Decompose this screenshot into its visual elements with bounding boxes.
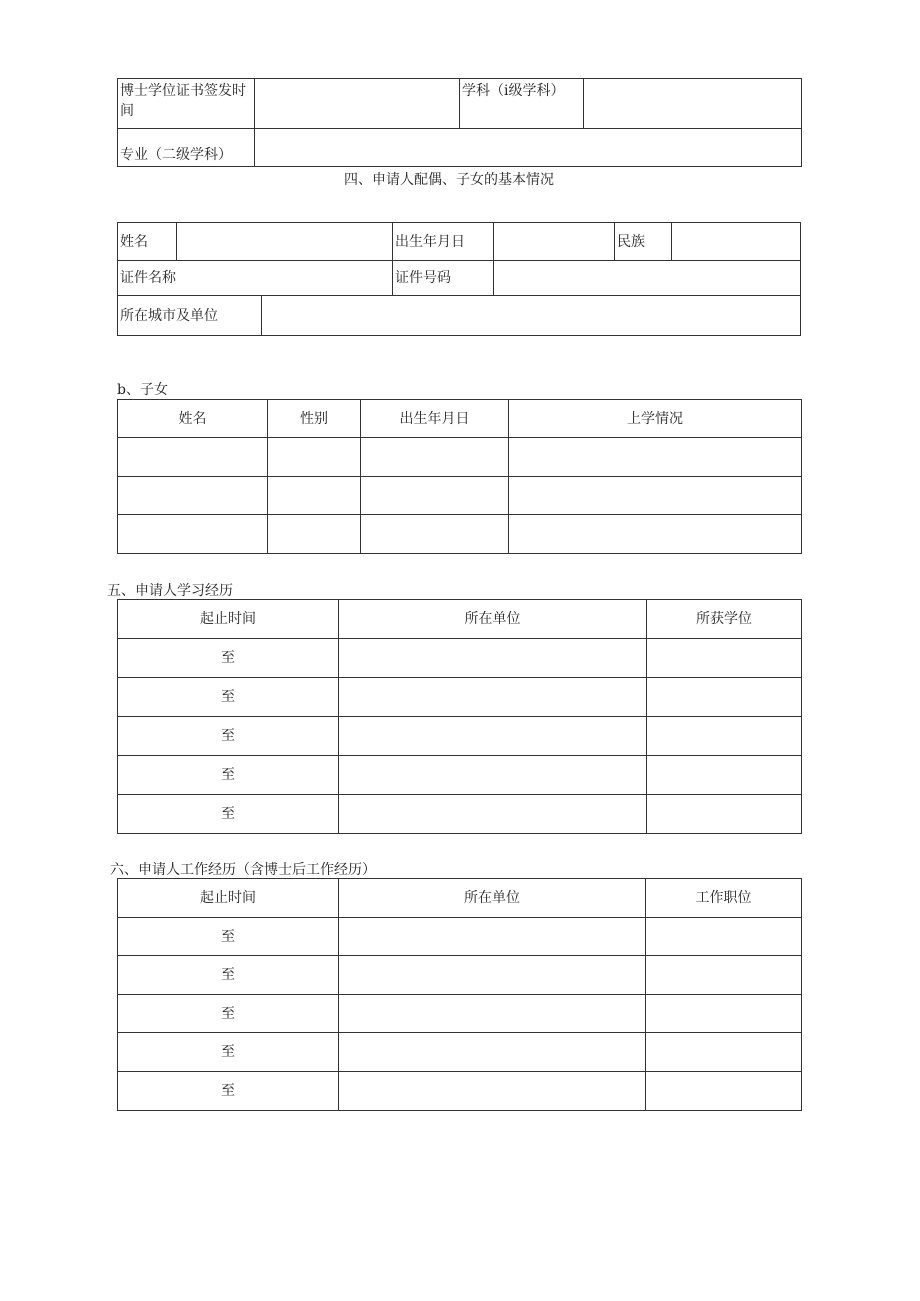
cell[interactable]	[339, 639, 647, 678]
period-cell[interactable]: 至	[118, 1072, 339, 1111]
degree-info-table	[117, 78, 802, 167]
cell[interactable]	[118, 515, 268, 554]
first-discipline-label: 学科（i级学科）	[460, 79, 584, 129]
children-title: b、子女	[117, 382, 168, 398]
cell[interactable]	[509, 438, 802, 477]
first-discipline-field[interactable]	[584, 79, 802, 129]
spouse-ethnicity-label: 民族	[615, 223, 672, 261]
cell[interactable]	[647, 639, 802, 678]
study-header-period: 起止时间	[118, 600, 339, 639]
spouse-id-type-label: 证件名称	[118, 261, 393, 296]
doc-cert-time-field[interactable]	[255, 79, 460, 129]
cell[interactable]	[646, 1033, 802, 1072]
cell[interactable]	[647, 678, 802, 717]
period-cell[interactable]: 至	[118, 639, 339, 678]
spouse-city-unit-field[interactable]	[262, 296, 801, 336]
spouse-id-number-label: 证件号码	[393, 261, 494, 296]
second-discipline-label: 专业（二级学科）	[118, 129, 255, 167]
spouse-table	[117, 222, 801, 336]
cell[interactable]	[647, 756, 802, 795]
period-cell[interactable]: 至	[118, 956, 339, 995]
cell[interactable]	[647, 717, 802, 756]
children-header-birth: 出生年月日	[361, 400, 509, 438]
cell[interactable]	[339, 756, 647, 795]
cell[interactable]	[118, 477, 268, 515]
cell[interactable]	[339, 717, 647, 756]
table-row	[118, 756, 802, 795]
table-row	[118, 477, 802, 515]
cell[interactable]	[339, 1033, 646, 1072]
spouse-birth-label: 出生年月日	[393, 223, 494, 261]
period-cell[interactable]: 至	[118, 756, 339, 795]
children-header-name: 姓名	[118, 400, 268, 438]
table-row	[118, 515, 802, 554]
cell[interactable]	[509, 477, 802, 515]
cell[interactable]	[268, 438, 361, 477]
period-cell[interactable]: 至	[118, 995, 339, 1033]
work-header-position: 工作职位	[646, 879, 802, 918]
cell[interactable]	[361, 477, 509, 515]
period-cell[interactable]: 至	[118, 1033, 339, 1072]
cell[interactable]	[268, 477, 361, 515]
cell[interactable]	[646, 995, 802, 1033]
cell[interactable]	[509, 515, 802, 554]
spouse-city-unit-label: 所在城市及单位	[118, 296, 262, 336]
cell[interactable]	[646, 956, 802, 995]
table-row	[118, 438, 802, 477]
spouse-name-label: 姓名	[118, 223, 177, 261]
children-header-school: 上学情况	[509, 400, 802, 438]
table-row	[118, 1072, 802, 1111]
table-row	[118, 918, 802, 956]
period-cell[interactable]: 至	[118, 918, 339, 956]
work-header-period: 起止时间	[118, 879, 339, 918]
study-history-table	[117, 599, 802, 834]
spouse-birth-field[interactable]	[494, 223, 615, 261]
table-row	[118, 717, 802, 756]
doc-cert-time-label: 博士学位证书签发时间	[118, 79, 255, 129]
cell[interactable]	[646, 918, 802, 956]
table-row	[118, 995, 802, 1033]
cell[interactable]	[339, 956, 646, 995]
study-header-degree: 所获学位	[647, 600, 802, 639]
work-header-unit: 所在单位	[339, 879, 646, 918]
cell[interactable]	[646, 1072, 802, 1111]
cell[interactable]	[339, 995, 646, 1033]
children-header-gender: 性别	[268, 400, 361, 438]
table-row	[118, 795, 802, 834]
study-header-unit: 所在单位	[339, 600, 647, 639]
cell[interactable]	[339, 918, 646, 956]
spouse-id-number-field[interactable]	[494, 261, 801, 296]
table-row	[118, 678, 802, 717]
period-cell[interactable]: 至	[118, 678, 339, 717]
period-cell[interactable]: 至	[118, 717, 339, 756]
cell[interactable]	[339, 678, 647, 717]
spouse-ethnicity-field[interactable]	[672, 223, 801, 261]
children-table	[117, 399, 802, 554]
section6-title: 六、申请人工作经历（含博士后工作经历）	[110, 862, 376, 878]
period-cell[interactable]: 至	[118, 795, 339, 834]
section5-title: 五、申请人学习经历	[107, 583, 233, 599]
section4-title: 四、申请人配偶、子女的基本情况	[344, 172, 554, 188]
table-row	[118, 639, 802, 678]
cell[interactable]	[647, 795, 802, 834]
cell[interactable]	[339, 1072, 646, 1111]
spouse-name-field[interactable]	[177, 223, 393, 261]
work-history-table	[117, 878, 802, 1111]
cell[interactable]	[339, 795, 647, 834]
second-discipline-field[interactable]	[255, 129, 802, 167]
cell[interactable]	[118, 438, 268, 477]
table-row	[118, 956, 802, 995]
cell[interactable]	[268, 515, 361, 554]
cell[interactable]	[361, 438, 509, 477]
cell[interactable]	[361, 515, 509, 554]
table-row	[118, 1033, 802, 1072]
